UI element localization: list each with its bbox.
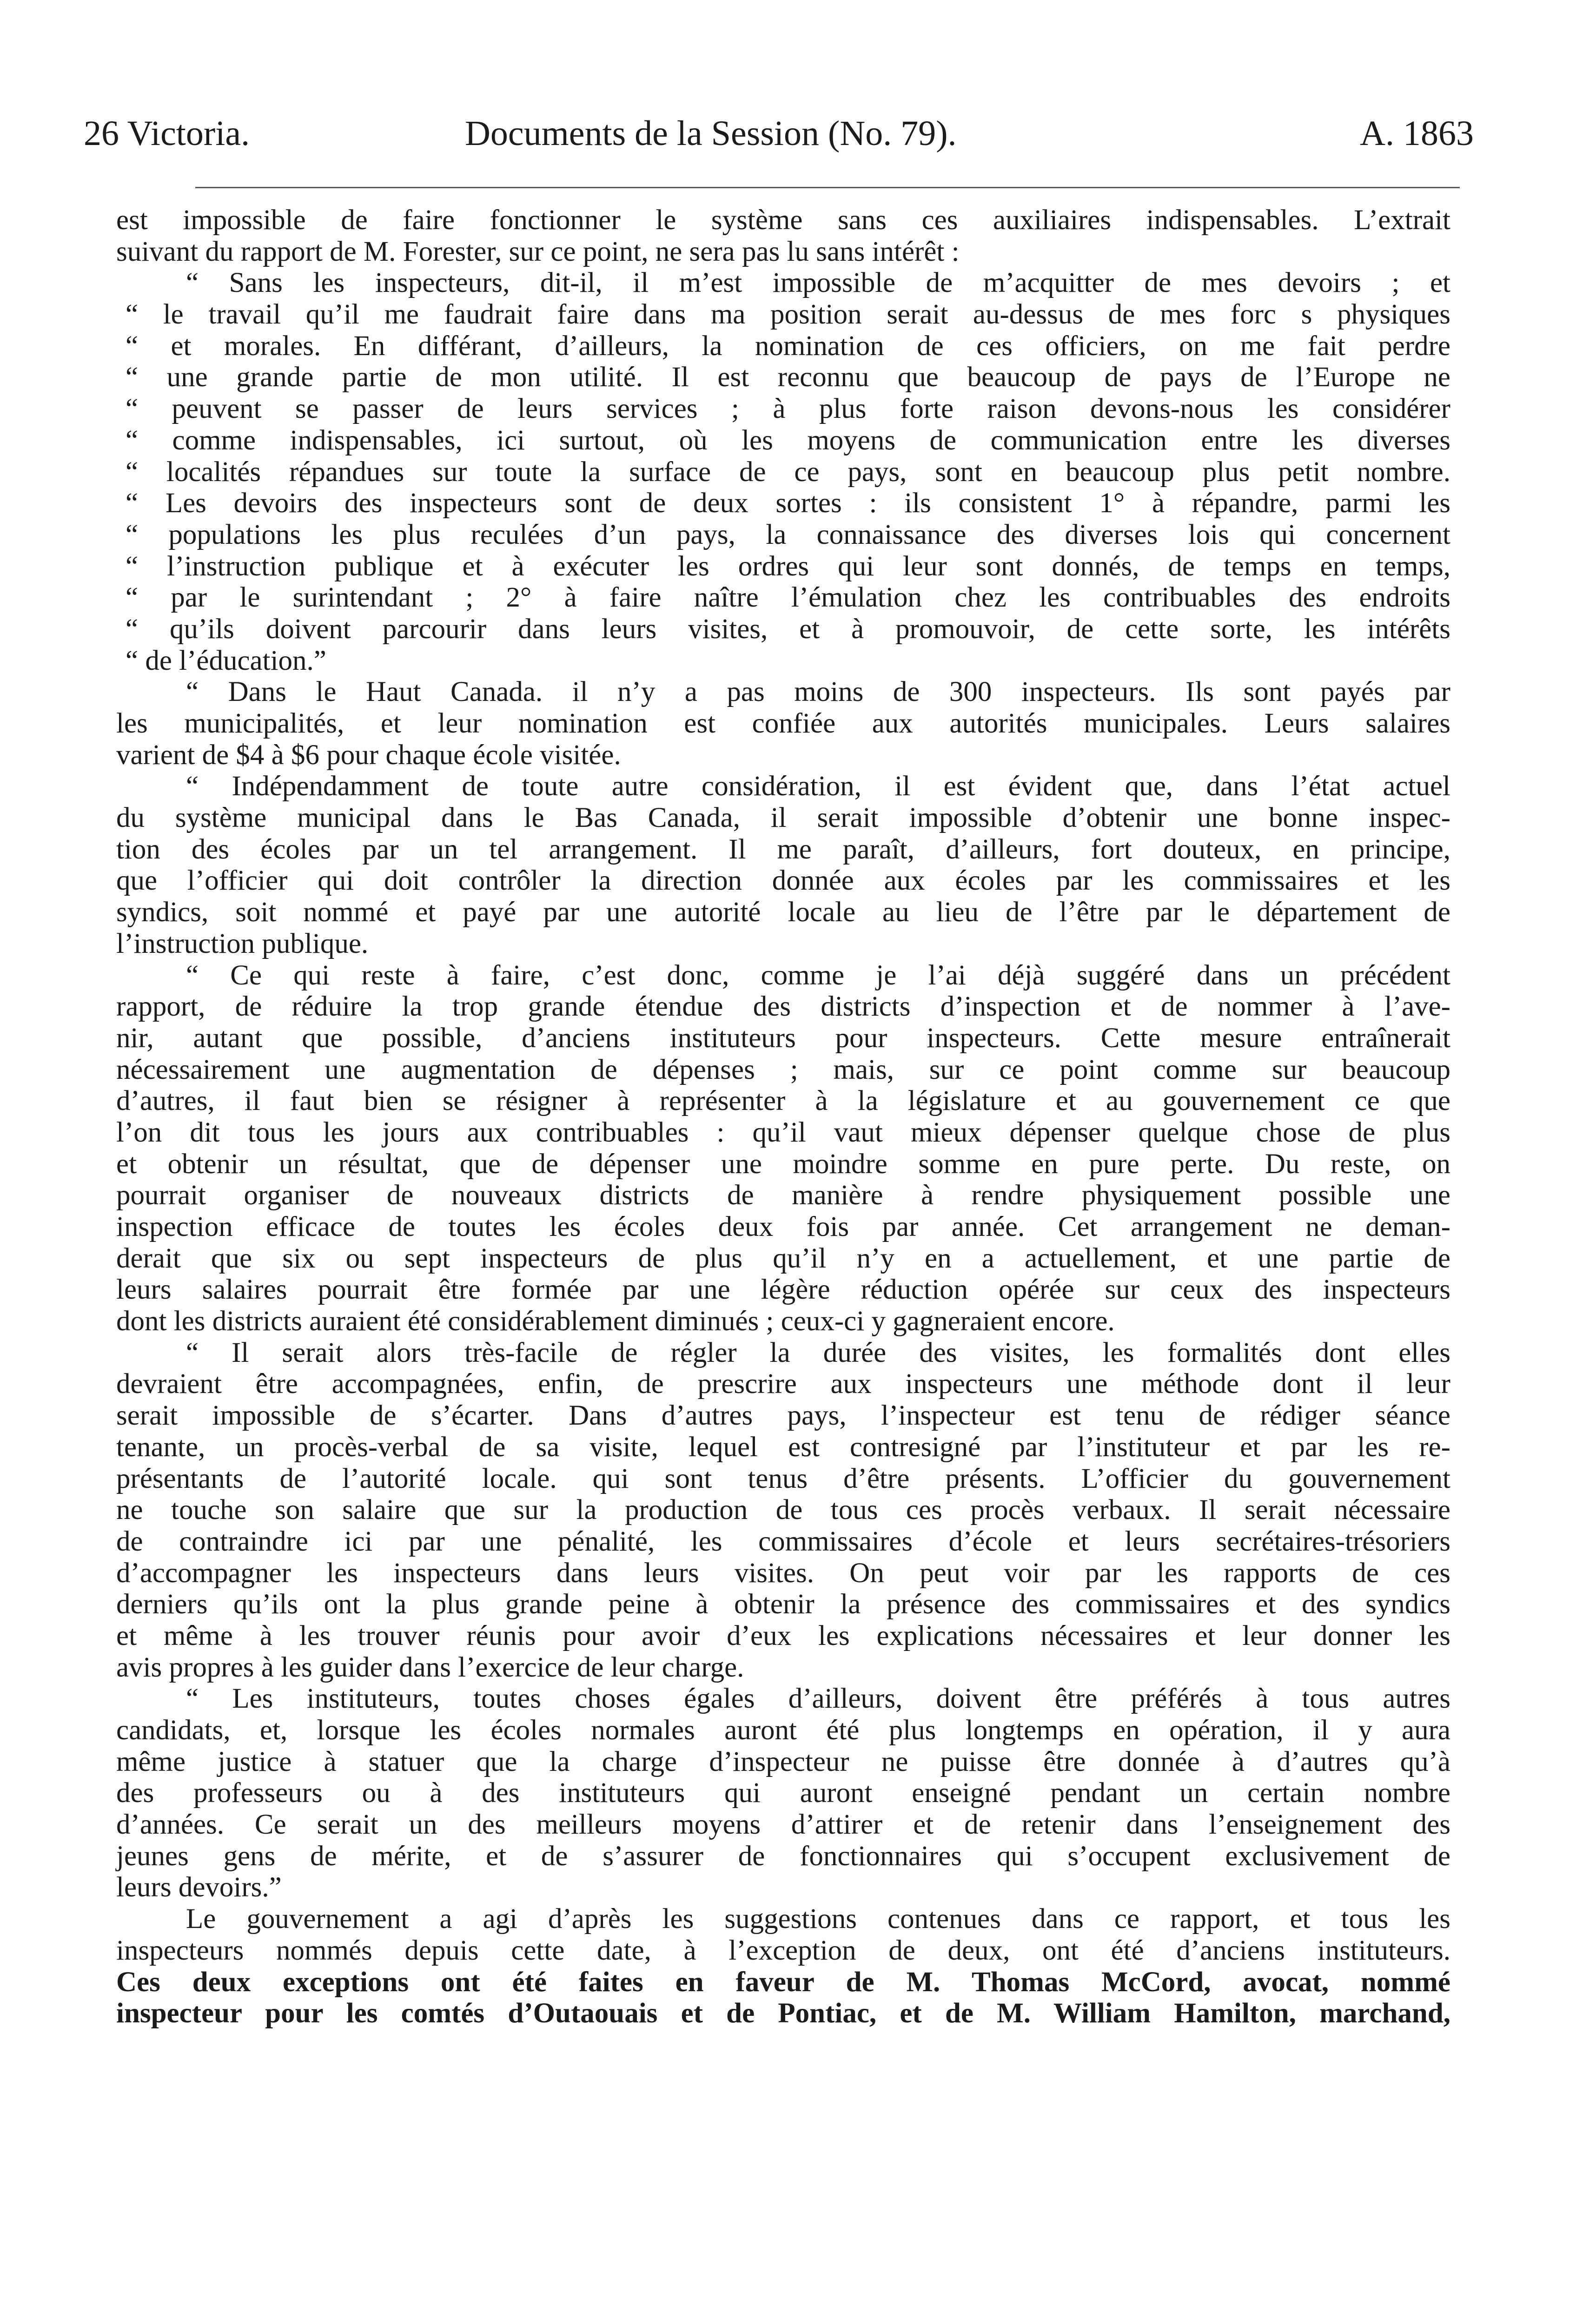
text-line: candidats, et, lorsque les écoles normales auront été plus longtemps en opération, il y aura — [116, 1715, 1450, 1746]
text-line: “ localités répandues sur toute la surface de ce pays, sont en beaucoup plus petit nombre. — [126, 456, 1450, 488]
text-line: pourrait organiser de nouveaux districts de manière à rendre physiquement possible une — [116, 1180, 1450, 1211]
text-line: dont les districts auraient été considérablement diminués ; ceux-ci y gagneraient encore. — [116, 1306, 1115, 1337]
text-line: “ Sans les inspecteurs, dit-il, il m’est impossible de m’acquitter de mes devoirs ; et — [186, 267, 1450, 299]
header-rule — [195, 187, 1460, 188]
text-line: et obtenir un résultat, que de dépenser une moindre somme en pure perte. Du reste, on — [116, 1148, 1450, 1180]
text-line: de contraindre ici par une pénalité, les commissaires d’école et leurs secrétaires-trésoriers — [116, 1525, 1450, 1557]
text-line: “ de l’éducation.” — [126, 645, 326, 676]
text-line: des professeurs ou à des instituteurs qui auront enseigné pendant un certain nombre — [116, 1777, 1450, 1809]
text-line: l’on dit tous les jours aux contribuables : qu’il vaut mieux dépenser quelque chose de plus — [116, 1116, 1450, 1148]
text-line: varient de $4 à $6 pour chaque école visitée. — [116, 739, 621, 771]
header-session-documents: Documents de la Session (No. 79). — [465, 114, 957, 153]
text-line: “ et morales. En différant, d’ailleurs, la nomination de ces officiers, on me fait perdre — [126, 330, 1450, 362]
text-line: est impossible de faire fonctionner le système sans ces auxiliaires indispensables. L’extrait — [116, 205, 1450, 236]
text-line: jeunes gens de mérite, et de s’assurer de fonctionnaires qui s’occupent exclusivement de — [116, 1840, 1450, 1872]
text-line: les municipalités, et leur nomination est confiée aux autorités municipales. Leurs salaires — [116, 708, 1450, 739]
text-line: Le gouvernement a agi d’après les suggestions contenues dans ce rapport, et tous les — [186, 1903, 1450, 1935]
text-line: “ Dans le Haut Canada. il n’y a pas moins de 300 inspecteurs. Ils sont payés par — [186, 676, 1450, 708]
text-line: “ comme indispensables, ici surtout, où les moyens de communication entre les diverses — [126, 424, 1450, 456]
text-line: “ peuvent se passer de leurs services ; à plus forte raison devons-nous les considérer — [126, 393, 1450, 425]
text-line: du système municipal dans le Bas Canada, il serait impossible d’obtenir une bonne inspec- — [116, 802, 1450, 834]
text-line: “ Ce qui reste à faire, c’est donc, comme je l’ai déjà suggéré dans un précédent — [186, 959, 1450, 991]
text-line: “ Les instituteurs, toutes choses égales d’ailleurs, doivent être préférés à tous autres — [186, 1683, 1450, 1715]
text-line: tion des écoles par un tel arrangement. Il me paraît, d’ailleurs, fort douteux, en principe, — [116, 833, 1450, 865]
text-line: rapport, de réduire la trop grande étendue des districts d’inspection et de nommer à l’ave- — [116, 991, 1450, 1023]
text-line: suivant du rapport de M. Forester, sur ce point, ne sera pas lu sans intérêt : — [116, 236, 960, 267]
header-year: A. 1863 — [1360, 114, 1474, 153]
text-line: leurs devoirs.” — [116, 1872, 282, 1903]
header-regnal-year: 26 Victoria. — [84, 114, 250, 153]
text-line: ne touche son salaire que sur la production de tous ces procès verbaux. Il serait nécessaire — [116, 1494, 1450, 1526]
text-line: derniers qu’ils ont la plus grande peine à obtenir la présence des commissaires et des syndics — [116, 1589, 1450, 1620]
body-text — [116, 205, 1450, 2029]
text-line: présentants de l’autorité locale. qui sont tenus d’être présents. L’officier du gouvernement — [116, 1463, 1450, 1494]
text-line: que l’officier qui doit contrôler la direction donnée aux écoles par les commissaires et les — [116, 865, 1450, 897]
text-line: “ populations les plus reculées d’un pays, la connaissance des diverses lois qui concernent — [126, 519, 1450, 550]
text-line: inspection efficace de toutes les écoles deux fois par année. Cet arrangement ne deman- — [116, 1211, 1450, 1242]
text-line: avis propres à les guider dans l’exercice de leur charge. — [116, 1651, 744, 1683]
text-line: devraient être accompagnées, enfin, de prescrire aux inspecteurs une méthode dont il leur — [116, 1368, 1450, 1400]
text-line: “ qu’ils doivent parcourir dans leurs visites, et à promouvoir, de cette sorte, les intérêts — [126, 613, 1450, 645]
text-line: “ par le surintendant ; 2° à faire naître l’émulation chez les contribuables des endroits — [126, 582, 1450, 614]
text-line: d’années. Ce serait un des meilleurs moyens d’attirer et de retenir dans l’enseignement des — [116, 1809, 1450, 1841]
text-line: derait que six ou sept inspecteurs de plus qu’il n’y en a actuellement, et une partie de — [116, 1242, 1450, 1274]
text-line: nir, autant que possible, d’anciens instituteurs pour inspecteurs. Cette mesure entraînerait — [116, 1022, 1450, 1054]
text-line: même justice à statuer que la charge d’inspecteur ne puisse être donnée à d’autres qu’à — [116, 1746, 1450, 1777]
text-line: d’accompagner les inspecteurs dans leurs visites. On peut voir par les rapports de ces — [116, 1557, 1450, 1589]
text-line: syndics, soit nommé et payé par une autorité locale au lieu de l’être par le département de — [116, 897, 1450, 928]
text-line: l’instruction publique. — [116, 928, 369, 959]
text-line: leurs salaires pourrait être formée par une légère réduction opérée sur ceux des inspecteurs — [116, 1274, 1450, 1306]
text-line: “ Les devoirs des inspecteurs sont de deux sortes : ils consistent 1° à répandre, parmi les — [126, 488, 1450, 519]
text-line: “ l’instruction publique et à exécuter les ordres qui leur sont donnés, de temps en temps, — [126, 550, 1450, 582]
page-header — [84, 108, 1474, 159]
text-line: tenante, un procès-verbal de sa visite, lequel est contresigné par l’instituteur et par les re- — [116, 1431, 1450, 1463]
text-line: “ Indépendamment de toute autre considération, il est évident que, dans l’état actuel — [186, 771, 1450, 802]
text-line: inspecteurs nommés depuis cette date, à l’exception de deux, ont été d’anciens instituteurs. — [116, 1934, 1450, 1966]
text-line: “ Il serait alors très-facile de régler la durée des visites, les formalités dont elles — [186, 1337, 1450, 1368]
text-line: “ le travail qu’il me faudrait faire dans ma position serait au-dessus de mes forc s physiques — [126, 299, 1450, 330]
text-line: d’autres, il faut bien se résigner à représenter à la législature et au gouvernement ce que — [116, 1085, 1450, 1117]
text-line: Ces deux exceptions ont été faites en faveur de M. Thomas McCord, avocat, nommé — [116, 1966, 1450, 1998]
text-line: et même à les trouver réunis pour avoir d’eux les explications nécessaires et leur donner les — [116, 1620, 1450, 1651]
text-line: serait impossible de s’écarter. Dans d’autres pays, l’inspecteur est tenu de rédiger séance — [116, 1400, 1450, 1432]
text-line: nécessairement une augmentation de dépenses ; mais, sur ce point comme sur beaucoup — [116, 1054, 1450, 1085]
text-line: inspecteur pour les comtés d’Outaouais et de Pontiac, et de M. William Hamilton, marchand, — [116, 1998, 1450, 2029]
text-line: “ une grande partie de mon utilité. Il est reconnu que beaucoup de pays de l’Europe ne — [126, 362, 1450, 393]
